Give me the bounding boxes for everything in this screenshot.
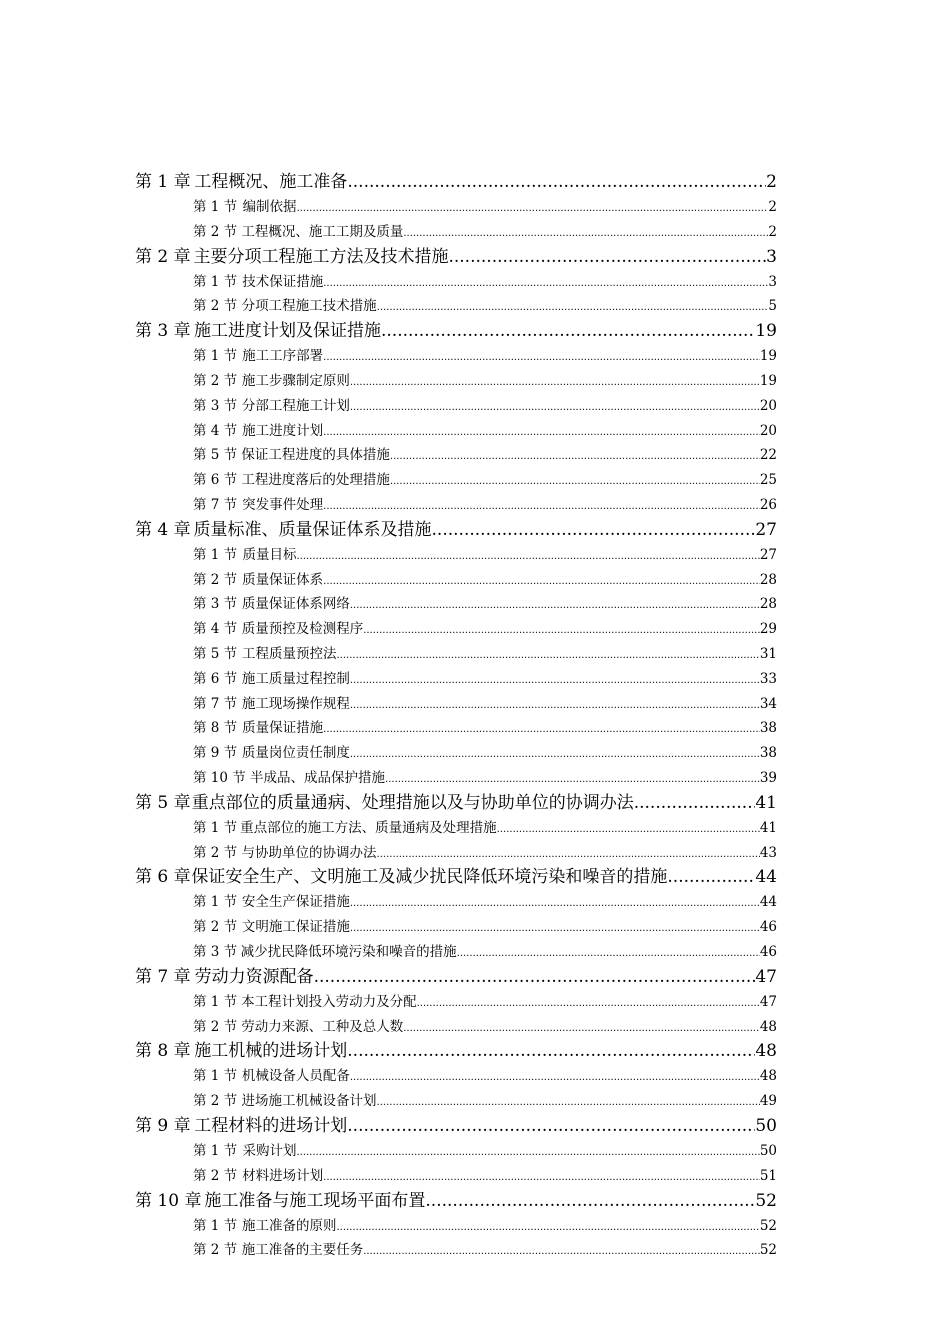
toc-entry-number: 第 1 节 [193, 199, 238, 215]
toc-entry-title: 质量标准、质量保证体系及措施 [193, 519, 432, 540]
toc-page-number: 38 [759, 720, 777, 737]
toc-dot-leader [347, 1039, 755, 1064]
toc-section-entry[interactable] [135, 294, 777, 319]
toc-entry-number: 第 4 节 [193, 621, 238, 638]
toc-chapter-entry[interactable] [135, 791, 777, 816]
toc-section-entry[interactable] [135, 220, 777, 245]
toc-page-number: 25 [759, 472, 777, 489]
toc-page-number: 20 [759, 422, 777, 439]
toc-page-number: 34 [759, 695, 777, 712]
toc-section-entry[interactable] [135, 468, 777, 493]
toc-entry-number: 第 7 章 [135, 966, 191, 987]
toc-page-number: 51 [759, 1167, 777, 1184]
toc-entry-title: 安全生产保证措施 [241, 894, 350, 911]
toc-page-number: 19 [759, 372, 777, 389]
toc-entry-title: 文明施工保证措施 [241, 919, 350, 936]
toc-entry-number: 第 2 节 [193, 1093, 238, 1110]
toc-section-entry[interactable] [135, 1164, 777, 1189]
toc-page-number: 27 [759, 546, 777, 563]
toc-dot-leader [457, 940, 760, 967]
toc-dot-leader [385, 766, 760, 793]
toc-entry-number: 第 3 节 [193, 397, 238, 414]
toc-entry-number: 第 4 章 [135, 519, 191, 540]
toc-section-entry[interactable] [135, 642, 777, 667]
toc-dot-leader [347, 170, 766, 195]
toc-entry-title: 主要分项工程施工方法及技术措施 [193, 246, 449, 267]
toc-page-number: 2 [768, 223, 777, 240]
toc-entry-title: 劳动力来源、工种及总人数 [241, 1018, 404, 1035]
toc-dot-leader [403, 1015, 760, 1042]
toc-entry-title: 施工机械的进场计划 [194, 1041, 348, 1062]
toc-entry-title: 进场施工机械设备计划 [241, 1093, 377, 1110]
toc-entry-number: 第 6 节 [193, 472, 238, 489]
toc-section-entry[interactable] [135, 1214, 777, 1239]
toc-chapter-entry[interactable] [135, 170, 777, 195]
toc-entry-title: 编制依据 [242, 199, 297, 215]
toc-entry-number: 第 2 章 [135, 246, 191, 267]
toc-dot-leader [381, 319, 755, 344]
toc-section-entry[interactable] [135, 1015, 777, 1040]
toc-entry-number: 第 10 章 [135, 1190, 202, 1211]
toc-entry-title: 质量保证体系网络 [241, 596, 350, 613]
toc-dot-leader [323, 1164, 760, 1191]
toc-entry-number: 第 1 节 [193, 546, 238, 563]
toc-entry-title: 质量目标 [242, 546, 297, 563]
toc-page-number: 41 [755, 792, 777, 813]
toc-section-entry[interactable] [135, 1238, 777, 1263]
toc-dot-leader [337, 1214, 760, 1241]
toc-section-entry[interactable] [135, 915, 777, 940]
toc-page-number: 19 [759, 348, 777, 365]
toc-entry-number: 第 5 节 [193, 645, 238, 662]
toc-dot-leader [377, 294, 769, 321]
toc-entry-title: 施工现场操作规程 [241, 695, 350, 712]
toc-dot-leader [425, 1189, 755, 1214]
toc-page-number: 44 [755, 867, 777, 888]
toc-dot-leader [403, 220, 768, 247]
toc-section-entry[interactable] [135, 816, 777, 841]
toc-section-entry[interactable] [135, 766, 777, 791]
toc-entry-number: 第 1 节 [193, 1217, 238, 1234]
toc-dot-leader [350, 890, 760, 917]
toc-entry-number: 第 1 节 [193, 273, 238, 290]
toc-entry-title: 采购计划 [242, 1142, 297, 1159]
toc-dot-leader [350, 369, 760, 396]
toc-section-entry[interactable] [135, 394, 777, 419]
toc-page-number: 27 [755, 519, 777, 540]
toc-entry-number: 第 7 节 [193, 496, 238, 513]
toc-page-number: 26 [759, 496, 777, 513]
toc-dot-leader [432, 518, 756, 543]
toc-entry-number: 第 2 节 [193, 298, 238, 315]
toc-page-number: 2 [768, 199, 777, 215]
toc-entry-title: 工程材料的进场计划 [194, 1115, 348, 1136]
toc-page-number: 46 [759, 919, 777, 936]
toc-section-entry[interactable] [135, 716, 777, 741]
toc-entry-title: 保证工程进度的具体措施 [241, 447, 390, 464]
toc-section-entry[interactable] [135, 270, 777, 295]
toc-entry-number: 第 2 节 [193, 1242, 238, 1259]
toc-entry-title: 施工准备与施工现场平面布置 [204, 1190, 426, 1211]
toc-entry-number: 第 8 章 [135, 1041, 191, 1062]
toc-dot-leader [323, 493, 760, 520]
toc-page-number: 48 [759, 1068, 777, 1085]
toc-entry-number: 第 3 节 [193, 596, 238, 613]
toc-chapter-entry[interactable] [135, 319, 777, 344]
toc-entry-title: 工程概况、施工准备 [194, 172, 348, 192]
toc-chapter-entry[interactable] [135, 245, 777, 270]
toc-page-number: 48 [755, 1041, 777, 1062]
toc-dot-leader [350, 741, 760, 768]
toc-entry-number: 第 4 节 [193, 422, 238, 439]
toc-page-number: 22 [759, 447, 777, 464]
toc-entry-number: 第 5 章 [135, 792, 191, 813]
toc-page-number: 49 [759, 1093, 777, 1110]
toc-entry-number: 第 2 节 [193, 372, 238, 389]
toc-chapter-entry[interactable] [135, 1039, 777, 1064]
toc-section-entry[interactable] [135, 369, 777, 394]
toc-dot-leader [448, 245, 766, 270]
toc-entry-title: 施工进度计划 [242, 422, 324, 439]
toc-dot-leader [323, 716, 760, 743]
toc-entry-title: 技术保证措施 [242, 273, 324, 290]
toc-dot-leader [323, 568, 760, 595]
toc-section-entry[interactable] [135, 617, 777, 642]
toc-dot-leader [390, 468, 760, 495]
toc-section-entry[interactable] [135, 940, 777, 965]
toc-entry-title: 本工程计划投入劳动力及分配 [241, 993, 417, 1010]
toc-page-number: 31 [759, 645, 777, 662]
toc-entry-number: 第 3 章 [135, 321, 191, 342]
toc-page-number: 52 [759, 1217, 777, 1234]
toc-dot-leader [296, 1139, 759, 1166]
toc-chapter-entry[interactable] [135, 1189, 777, 1214]
toc-page-number: 28 [759, 571, 777, 588]
toc-entry-title: 保证安全生产、文明施工及减少扰民降低环境污染和噪音的措施 [191, 867, 668, 888]
toc-section-entry[interactable] [135, 568, 777, 593]
toc-dot-leader [323, 344, 760, 371]
toc-entry-number: 第 1 节 [193, 993, 238, 1010]
toc-entry-number: 第 1 节 [193, 348, 238, 365]
toc-chapter-entry[interactable] [135, 865, 777, 890]
toc-entry-title: 重点部位的施工方法、质量通病及处理措施 [240, 819, 497, 836]
toc-entry-number: 第 1 节 [193, 819, 238, 836]
toc-entry-title: 施工步骤制定原则 [241, 372, 350, 389]
toc-dot-leader [350, 667, 760, 694]
toc-section-entry[interactable] [135, 443, 777, 468]
toc-section-entry[interactable] [135, 841, 777, 866]
toc-entry-number: 第 2 节 [193, 571, 238, 588]
toc-dot-leader [667, 865, 755, 890]
toc-entry-number: 第 10 节 [193, 769, 246, 786]
toc-entry-number: 第 2 节 [193, 844, 238, 861]
toc-page-number: 47 [759, 993, 777, 1010]
toc-entry-title: 施工工序部署 [242, 348, 324, 365]
toc-section-entry[interactable] [135, 667, 777, 692]
toc-chapter-entry[interactable] [135, 965, 777, 990]
toc-entry-title: 质量预控及检测程序 [241, 621, 364, 638]
toc-entry-title: 施工准备的主要任务 [241, 1242, 364, 1259]
toc-section-entry[interactable] [135, 741, 777, 766]
toc-dot-leader [323, 270, 768, 297]
toc-entry-number: 第 1 章 [135, 172, 191, 192]
toc-section-entry[interactable] [135, 195, 777, 220]
toc-entry-title: 质量保证体系 [242, 571, 324, 588]
toc-dot-leader [323, 419, 760, 446]
toc-section-entry[interactable] [135, 1089, 777, 1114]
toc-page-number: 38 [759, 745, 777, 762]
toc-section-entry[interactable] [135, 1064, 777, 1089]
toc-entry-title: 材料进场计划 [242, 1167, 324, 1184]
toc-entry-title: 突发事件处理 [242, 496, 324, 513]
toc-entry-number: 第 6 章 [135, 867, 191, 888]
toc-page-number: 19 [755, 321, 777, 342]
toc-entry-title: 与协助单位的协调办法 [241, 844, 377, 861]
toc-entry-title: 工程概况、施工工期及质量 [241, 223, 404, 240]
toc-section-entry[interactable] [135, 419, 777, 444]
toc-dot-leader [363, 1238, 760, 1265]
toc-page-number: 3 [768, 273, 777, 290]
toc-page-number: 5 [768, 298, 777, 315]
toc-page-number: 3 [766, 246, 777, 267]
toc-entry-number: 第 3 节 [193, 943, 238, 960]
toc-page-number: 41 [759, 819, 777, 836]
toc-dot-leader [337, 642, 760, 669]
toc-dot-leader [347, 1114, 755, 1139]
toc-section-entry[interactable] [135, 692, 777, 717]
toc-dot-leader [314, 965, 756, 990]
toc-entry-title: 施工质量过程控制 [241, 670, 350, 687]
toc-dot-leader [497, 816, 760, 843]
toc-dot-leader [350, 1064, 760, 1091]
toc-page-number: 28 [759, 596, 777, 613]
toc-entry-number: 第 9 节 [193, 745, 238, 762]
toc-entry-title: 施工准备的原则 [242, 1217, 337, 1234]
toc-section-entry[interactable] [135, 890, 777, 915]
toc-entry-title: 减少扰民降低环境污染和噪音的措施 [240, 943, 457, 960]
toc-dot-leader [350, 394, 760, 421]
toc-section-entry[interactable] [135, 1139, 777, 1164]
toc-entry-title: 重点部位的质量通病、处理措施以及与协助单位的协调办法 [191, 792, 634, 813]
toc-page-number: 44 [759, 894, 777, 911]
toc-page-number: 46 [759, 943, 777, 960]
toc-page-number: 47 [755, 966, 777, 987]
toc-entry-title: 工程进度落后的处理措施 [241, 472, 390, 489]
toc-entry-number: 第 1 节 [193, 894, 238, 911]
toc-dot-leader [296, 543, 759, 570]
table-of-contents [135, 170, 777, 1263]
toc-entry-number: 第 2 节 [193, 919, 238, 936]
toc-dot-leader [350, 692, 760, 719]
toc-entry-title: 工程质量预控法 [242, 645, 337, 662]
toc-chapter-entry[interactable] [135, 518, 777, 543]
toc-entry-title: 机械设备人员配备 [241, 1068, 350, 1085]
toc-page-number: 33 [759, 670, 777, 687]
toc-dot-leader [350, 592, 760, 619]
toc-entry-number: 第 9 章 [135, 1115, 191, 1136]
toc-dot-leader [297, 195, 769, 222]
toc-page-number: 2 [766, 172, 777, 192]
toc-dot-leader [634, 791, 756, 816]
toc-entry-title: 劳动力资源配备 [194, 966, 314, 987]
toc-entry-number: 第 2 节 [193, 1167, 238, 1184]
toc-dot-leader [350, 915, 760, 942]
toc-page-number: 50 [755, 1115, 777, 1136]
toc-entry-number: 第 1 节 [193, 1068, 238, 1085]
toc-page-number: 52 [755, 1190, 777, 1211]
toc-page-number: 29 [759, 621, 777, 638]
toc-entry-title: 分项工程施工技术措施 [241, 298, 377, 315]
toc-section-entry[interactable] [135, 344, 777, 369]
toc-dot-leader [417, 990, 760, 1017]
toc-dot-leader [390, 443, 760, 470]
toc-entry-number: 第 5 节 [193, 447, 238, 464]
toc-entry-title: 半成品、成品保护措施 [250, 769, 386, 786]
toc-page-number: 43 [759, 844, 777, 861]
toc-section-entry[interactable] [135, 543, 777, 568]
toc-entry-number: 第 8 节 [193, 720, 238, 737]
toc-entry-number: 第 7 节 [193, 695, 238, 712]
toc-entry-number: 第 2 节 [193, 1018, 238, 1035]
toc-dot-leader [363, 617, 760, 644]
toc-page-number: 39 [759, 769, 777, 786]
toc-section-entry[interactable] [135, 592, 777, 617]
toc-entry-number: 第 6 节 [193, 670, 238, 687]
toc-page-number: 52 [759, 1242, 777, 1259]
toc-chapter-entry[interactable] [135, 1114, 777, 1139]
toc-page-number: 20 [759, 397, 777, 414]
toc-entry-title: 分部工程施工计划 [241, 397, 350, 414]
toc-dot-leader [377, 1089, 760, 1116]
toc-entry-title: 质量保证措施 [242, 720, 324, 737]
toc-entry-number: 第 1 节 [193, 1142, 238, 1159]
toc-page-number: 50 [759, 1142, 777, 1159]
toc-entry-number: 第 2 节 [193, 223, 238, 240]
toc-entry-title: 施工进度计划及保证措施 [193, 321, 381, 342]
toc-section-entry[interactable] [135, 493, 777, 518]
toc-dot-leader [377, 841, 760, 868]
toc-section-entry[interactable] [135, 990, 777, 1015]
toc-entry-title: 质量岗位责任制度 [241, 745, 350, 762]
toc-page-number: 48 [759, 1018, 777, 1035]
